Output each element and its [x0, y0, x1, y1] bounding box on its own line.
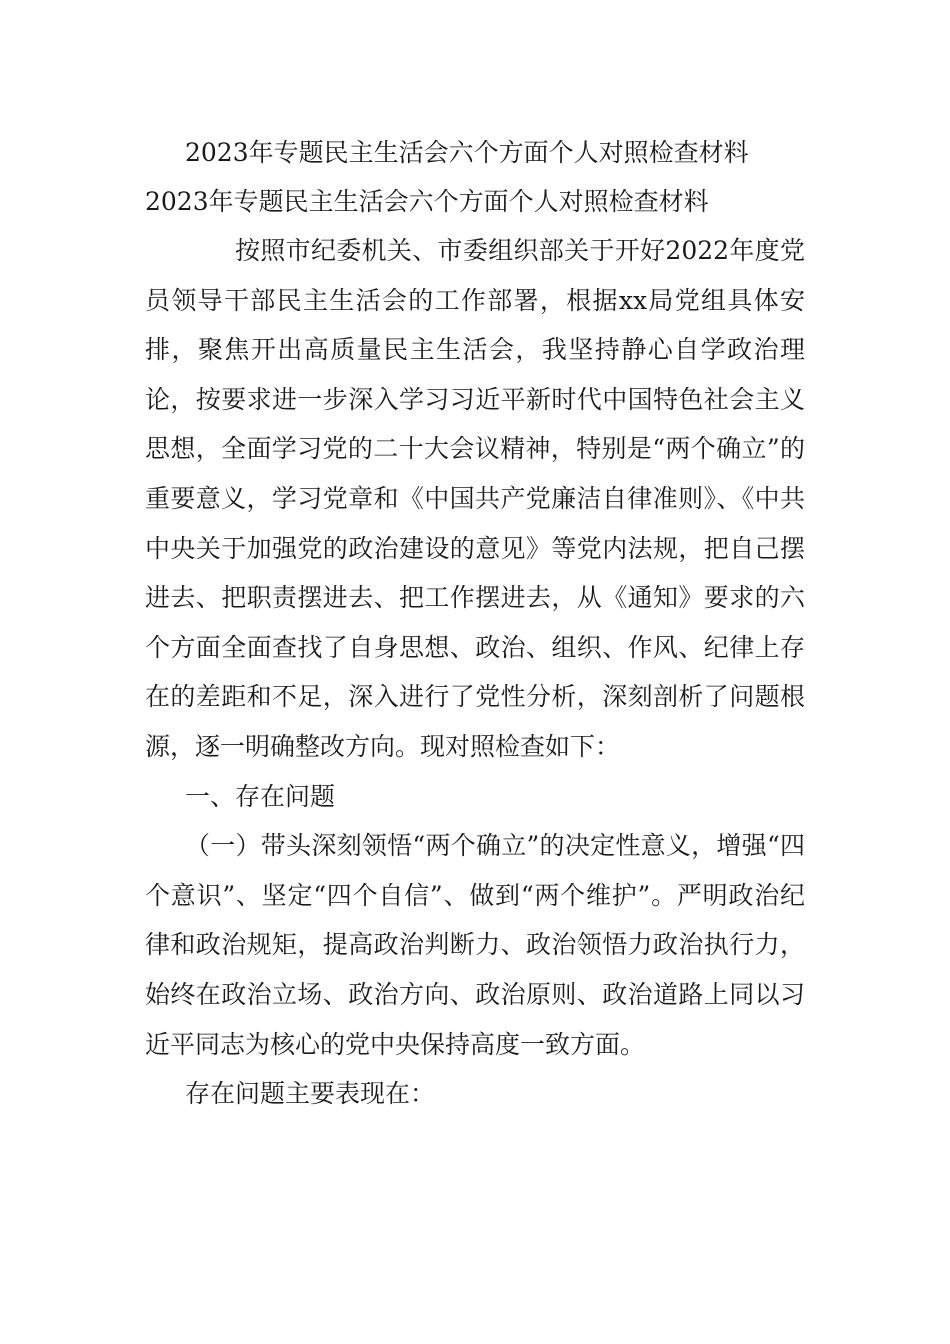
document-title-line-1: 2023年专题民主生活会六个方面个人对照检查材料: [185, 138, 749, 167]
document-title-line-2: 2023年专题民主生活会六个方面个人对照检查材料: [145, 187, 709, 216]
section-heading: 一、存在问题: [185, 781, 336, 811]
subsection-paragraph: （一）带头深刻领悟“两个确立”的决定性意义，增强“四个意识”、坚定“四个自信”、做到“两个维护”。严明政治纪律和政治规矩，提高政治判断力、政治领悟力政治执行力，始终在政治立场、政治方向、政治原则、政治道路上同以习近平同志为核心的党中央保持高度一致方面。: [145, 831, 805, 1059]
document-page: [145, 128, 805, 1119]
intro-paragraph: 按照市纪委机关、市委组织部关于开好2022年度党员领导干部民主生活会的工作部署，根据xx局党组具体安排，聚焦开出高质量民主生活会，我坚持静心自学政治理论，按要求进一步深入学习习近平新时代中国特色社会主义思想，全面学习党的二十大会议精神，特别是“两个确立”的重要意义，学习党章和《中国共产党廉洁自律准则》、《中共中央关于加强党的政治建设的意见》等党内法规，把自己摆进去、把职责摆进去、把工作摆进去，从《通知》要求的六个方面全面查找了自身思想、政治、组织、作风、纪律上存在的差距和不足，深入进行了党性分析，深刻剖析了问题根源，逐一明确整改方向。现对照检查如下：: [145, 236, 805, 761]
problems-intro: 存在问题主要表现在：: [185, 1079, 436, 1109]
